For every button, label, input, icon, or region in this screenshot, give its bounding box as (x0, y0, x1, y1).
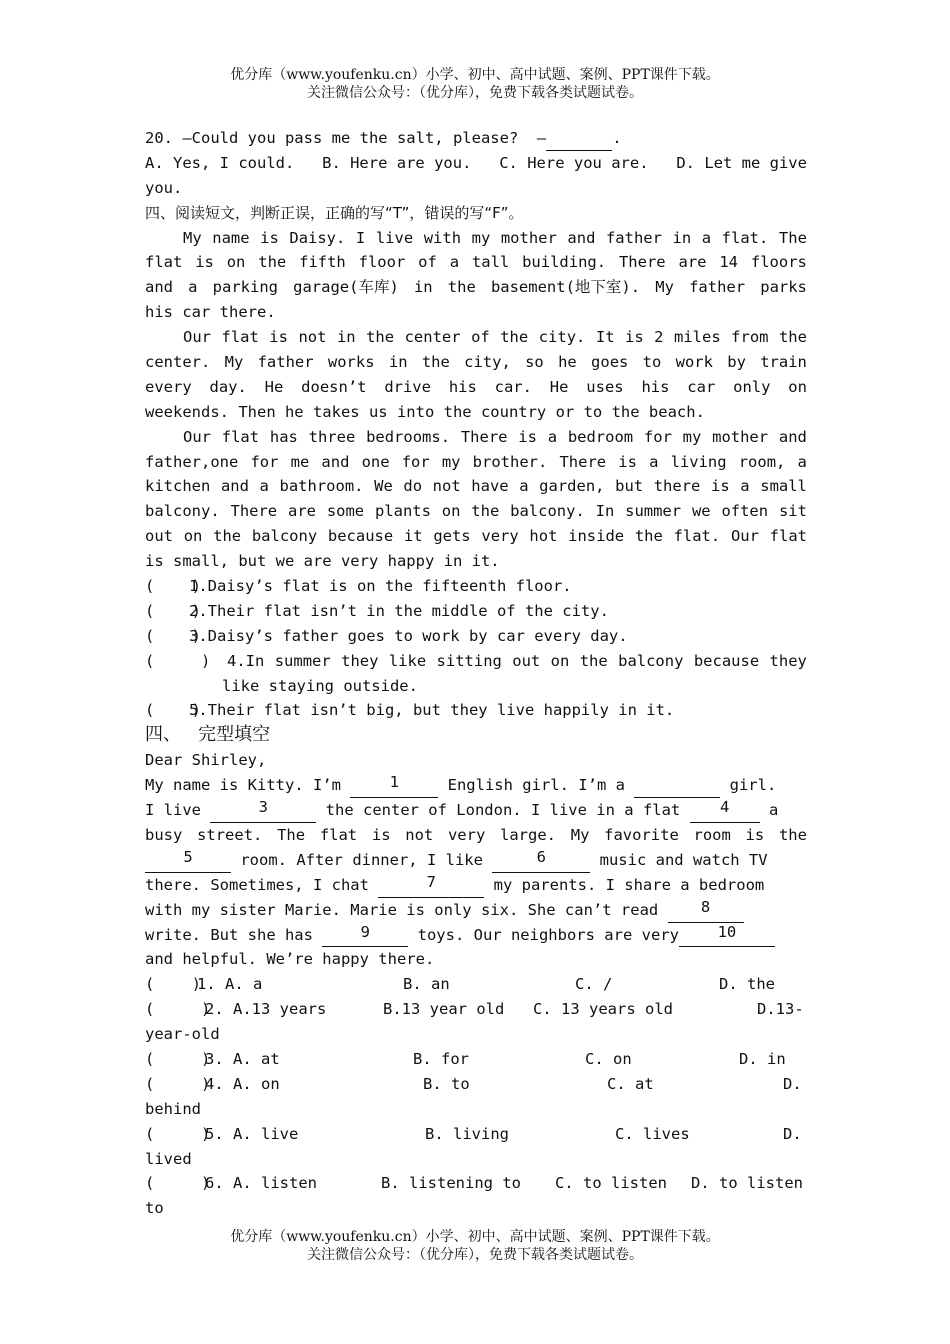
blank-3: 3 (210, 798, 316, 823)
cloze-option-row (145, 997, 807, 1022)
option-choice: A. on (233, 1074, 280, 1093)
statement-3: ( ) 3.Daisy’s father goes to work by car every day. (145, 626, 628, 645)
cloze-option-wrap: behind (145, 1099, 201, 1118)
blank-6: 6 (492, 848, 590, 873)
blank-9: 9 (322, 923, 408, 948)
option-choice: A. live (233, 1124, 299, 1143)
cloze-line-2: I live 3 the center of London. I live in a flat 4 a (145, 798, 807, 823)
text-line: flat is on the fifth floor of a tall building. There are 14 floors (145, 253, 807, 272)
option-choice: A. a (225, 975, 263, 994)
reading-heading: 四、阅读短文，判断正误，正确的写“T”，错误的写“F”。 (145, 203, 524, 222)
cloze-line-6: with my sister Marie. Marie is only six. She can’t read 8 (145, 898, 807, 923)
blank-5: 5 (145, 848, 231, 873)
statement-4: ( ) 4.In summer they like sitting out on the balcony because they (145, 651, 807, 670)
option-choice: D. (783, 1124, 802, 1143)
option-number: 5. (205, 1124, 224, 1143)
option-choice: C. / (575, 975, 613, 994)
answer-paren: ( ) (145, 975, 201, 994)
option-choice: C. lives (615, 1124, 690, 1143)
option-number: 2. (205, 1000, 224, 1019)
page-footer (0, 1228, 950, 1264)
reading-paragraph-2 (145, 325, 807, 425)
cloze-heading: 四、 完型填空 (145, 724, 271, 746)
option-choice: B. an (403, 975, 450, 994)
cloze-option-wrap: lived (145, 1149, 192, 1168)
statement-4-cont: like staying outside. (222, 676, 418, 695)
cloze-line-7: write. But she has 9 toys. Our neighbors are very 10 (145, 923, 807, 948)
q20-options: A. Yes, I could. B. Here are you. C. Here you are. D. Let me give (145, 153, 807, 172)
q20-options-wrap: you. (145, 178, 183, 197)
answer-paren: ( ) (145, 1049, 211, 1068)
option-choice: D. (783, 1074, 802, 1093)
text-line: balcony. There are some plants on the balcony. In summer we often sit (145, 502, 807, 521)
cloze-option-row (145, 1047, 807, 1072)
blank-1: 1 (350, 773, 438, 798)
page-header (0, 66, 950, 102)
blank-7: 7 (378, 873, 484, 898)
statement-1: ( ) 1.Daisy’s flat is on the fifteenth floor. (145, 577, 572, 596)
option-choice: C. on (585, 1049, 632, 1068)
text-line: Our flat is not in the center of the city. It is 2 miles from the (183, 328, 807, 347)
option-choice: A. listen (233, 1174, 317, 1193)
option-number: 6. (205, 1174, 224, 1193)
q20-answer-blank (546, 126, 612, 151)
cloze-line-8: and helpful. We’re happy there. (145, 950, 435, 969)
cloze-option-row (145, 1122, 807, 1147)
text-line: My name is Daisy. I live with my mother and father in a flat. The (183, 228, 807, 247)
footer-line-2: 关注微信公众号：（优分库），免费下载各类试题试卷。 (307, 1247, 643, 1263)
option-choice: C. 13 years old (533, 1000, 673, 1019)
answer-paren: ( ) (145, 1174, 211, 1193)
option-number: 3. (205, 1049, 224, 1068)
option-choice: D. in (739, 1049, 786, 1068)
option-choice: B. living (425, 1124, 509, 1143)
cloze-options (145, 972, 807, 1221)
option-choice: D. the (719, 975, 775, 994)
footer-line-1: 优分库（www.youfenku.cn）小学、初中、高中试题、案例、PPT课件下载。 (230, 1229, 720, 1245)
blank-8: 8 (668, 898, 744, 923)
text-line: and a parking garage(车库) in the basement(地下室). My father parks (145, 278, 807, 297)
text-line: out on the balcony because it gets very hot inside the flat. Our flat (145, 527, 807, 546)
cloze-line-4: 5 room. After dinner, I like 6 music and watch TV (145, 848, 807, 873)
cloze-option-row (145, 1072, 807, 1097)
option-choice: C. to listen (555, 1174, 667, 1193)
document-body (145, 126, 807, 1221)
cloze-line-1: My name is Kitty. I’m 1 English girl. I’m a girl. (145, 773, 807, 798)
cloze-option-wrap: year-old (145, 1025, 220, 1044)
reading-paragraph-1 (145, 226, 807, 326)
text-line: father,one for me and one for my brother. There is a living room, a (145, 452, 807, 471)
option-choice: B. listening to (381, 1174, 521, 1193)
text-line: is small, but we are very happy in it. (145, 552, 500, 571)
option-choice: A. at (233, 1049, 280, 1068)
option-choice: D. to listen (691, 1174, 803, 1193)
cloze-option-wrap: to (145, 1199, 164, 1218)
text-line: every day. He doesn’t drive his car. He uses his car only on (145, 377, 807, 396)
cloze-line-5: there. Sometimes, I chat 7 my parents. I share a bedroom (145, 873, 807, 898)
cloze-line-3 (145, 823, 807, 848)
option-choice: B.13 year old (383, 1000, 505, 1019)
text-line: center. My father works in the city, so he goes to work by train (145, 353, 807, 372)
option-number: 1. (197, 975, 216, 994)
text-line: his car there. (145, 303, 276, 322)
text-line: kitchen and a bathroom. We do not have a garden, but there is a small (145, 477, 807, 496)
cloze-option-row (145, 1171, 807, 1196)
option-choice: B. for (413, 1049, 469, 1068)
option-choice: D.13- (757, 1000, 804, 1019)
answer-paren: ( ) (145, 1124, 211, 1143)
option-choice: A.13 years (233, 1000, 327, 1019)
option-choice: C. at (607, 1074, 654, 1093)
statement-2: ( ) 2.Their flat isn’t in the middle of the city. (145, 601, 609, 620)
answer-paren: ( ) (145, 1074, 211, 1093)
q20-stem: 20. —Could you pass me the salt, please? — . (145, 126, 807, 151)
header-line-1: 优分库（www.youfenku.cn）小学、初中、高中试题、案例、PPT课件下载。 (230, 67, 720, 83)
cloze-option-row (145, 972, 807, 997)
text-line: weekends. Then he takes us into the country or to the beach. (145, 402, 705, 421)
blank-2 (634, 773, 720, 798)
statement-5: ( ) 5.Their flat isn’t big, but they live happily in it. (145, 701, 675, 720)
blank-4: 4 (690, 798, 760, 823)
text-line: busy street. The flat is not very large. My favorite room is the (145, 825, 807, 844)
option-choice: B. to (423, 1074, 470, 1093)
blank-10: 10 (679, 923, 775, 948)
header-line-2: 关注微信公众号：（优分库），免费下载各类试题试卷。 (307, 85, 643, 101)
cloze-greeting: Dear Shirley, (145, 751, 267, 770)
text-line: Our flat has three bedrooms. There is a bedroom for my mother and (183, 427, 807, 446)
reading-paragraph-3 (145, 425, 807, 574)
option-number: 4. (205, 1074, 224, 1093)
answer-paren: ( ) (145, 1000, 211, 1019)
